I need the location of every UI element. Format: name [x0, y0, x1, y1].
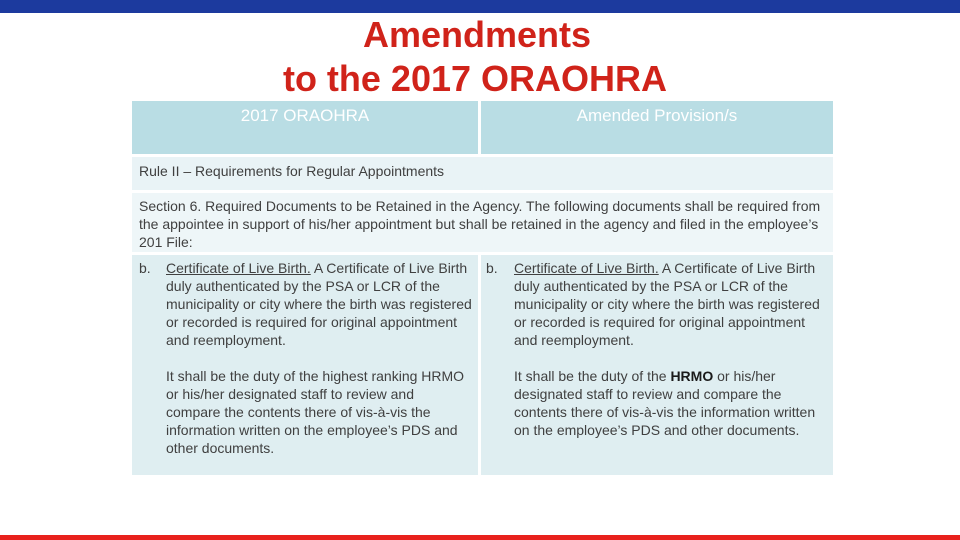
original-provision-cell: [132, 255, 478, 475]
hrmo-emphasis: HRMO: [670, 368, 714, 384]
rule-row: [132, 157, 833, 190]
item-text: A Certificate of Live Birth duly authenticated by the PSA or LCR of the municipality or city where the birth was registered or recorded is required for original appointment and reemployment.: [514, 260, 820, 348]
section-row: [132, 193, 833, 252]
section-text: Section 6. Required Documents to be Retained in the Agency. The following documents shall be required from the appointee in support of his/her appointment but shall be retained in the agency and filed in the employee’s 201 File:: [139, 198, 821, 250]
item-title: Certificate of Live Birth.: [514, 260, 659, 276]
duty-text-before: It shall be the duty of the: [514, 368, 671, 384]
header-right-label: Amended Provision/s: [576, 106, 738, 125]
top-accent-bar: [0, 0, 960, 13]
header-2017-oraohra: [132, 101, 478, 154]
amended-provision-cell: [481, 255, 833, 475]
duty-paragraph: It shall be the duty of the highest ranking HRMO or his/her designated staff to review and compare the contents there of vis-à-vis the information written on the employee’s PDS and other documents.: [166, 368, 465, 456]
comparison-table: [132, 101, 833, 475]
duty-paragraph: [514, 367, 824, 439]
list-marker: b.: [486, 260, 498, 276]
slide-title-line2: to the 2017 ORAOHRA: [282, 58, 668, 99]
item-body: [166, 259, 472, 349]
header-left-label: 2017 ORAOHRA: [240, 106, 370, 125]
header-amended-provisions: [481, 101, 833, 154]
item-title: Certificate of Live Birth.: [166, 260, 311, 276]
slide-title-line1: Amendments: [362, 14, 592, 55]
list-marker: b.: [139, 260, 151, 276]
item-text: A Certificate of Live Birth duly authenticated by the PSA or LCR of the municipality or city where the birth was registered or recorded is required for original appointment and reemployment.: [166, 260, 472, 348]
duty-text-after: or his/her designated staff to review and compare the contents there of vis-à-vis the information written on the employee’s PDS and other documents.: [514, 368, 816, 438]
item-body: [514, 259, 824, 349]
rule-text: Rule II – Requirements for Regular Appointments: [139, 163, 445, 179]
bottom-accent-bar: [0, 535, 960, 540]
